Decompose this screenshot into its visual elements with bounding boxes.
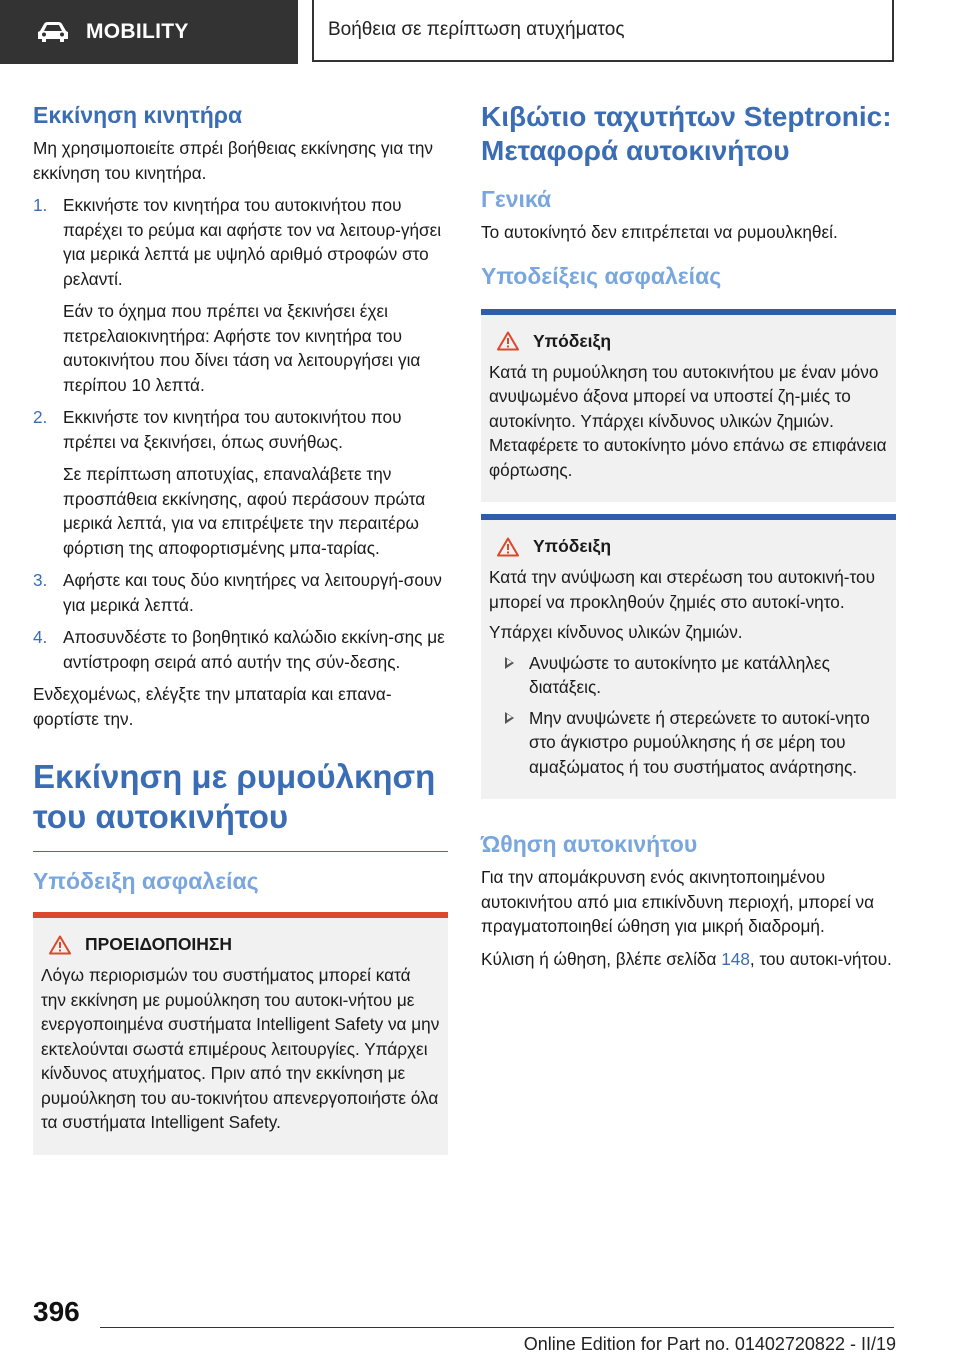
- engine-start-heading: Εκκίνηση κινητήρα: [33, 102, 243, 128]
- header-chapter-label: Βοήθεια σε περίπτωση ατυχήματος: [328, 19, 625, 40]
- warning-triangle-icon: [49, 935, 71, 955]
- header-chapter: [312, 0, 894, 62]
- note-bullets: [489, 651, 888, 780]
- push-ref-after: , του αυτοκι-νήτου.: [749, 948, 892, 969]
- car-icon: [36, 21, 70, 43]
- note-box: [481, 309, 896, 503]
- bullet-text: Μην ανυψώνετε ή στερεώνετε το αυτοκί-νητο στο άγκιστρο ρυμούλκησης ή σε μέρη του αμαξώματος ή του συστήματος ανάρτησης.: [529, 707, 870, 777]
- left-column: [33, 100, 448, 1155]
- note-label: Υπόδειξη: [533, 330, 612, 351]
- push-ref-before: Κύλιση ή ώθηση, βλέπε σελίδα: [481, 948, 722, 969]
- list-item: [33, 193, 448, 397]
- note-text: Κατά τη ρυμούλκηση του αυτοκινήτου με έναν μόνο ανυψωμένο άξονα μπορεί να υποστεί ζη-μιές το αυτοκίνητο. Υπάρχει κίνδυνος υλικών ζημιών. Μεταφέρετε το αυτοκίνητο μόνο επάνω σε επιφάνεια φόρτωσης.: [489, 361, 887, 480]
- note-label: Υπόδειξη: [533, 536, 612, 556]
- heading-divider: [33, 851, 448, 852]
- header-section-label: MOBILITY: [86, 20, 189, 43]
- push-text: Για την απομάκρυνση ενός ακινητοποιημένου αυτοκινήτου από μια επικίνδυνη περιοχή, μπορεί να πραγματοποιηθεί ώθηση για μικρή διαδρομή.: [481, 867, 875, 936]
- step-number: 2.: [33, 407, 48, 427]
- step-text: Αφήστε και τους δύο κινητήρες να λειτουργή-σουν για μερικά λεπτά.: [63, 570, 442, 615]
- step-text: Εκκινήστε τον κινητήρα του αυτοκινήτου που πρέπει να ξεκινήσει, όπως συνήθως.: [63, 407, 402, 452]
- step-note: Εάν το όχημα που πρέπει να ξεκινήσει έχει πετρελαιοκινητήρα: Αφήστε τον κινητήρα του αυτοκινήτου που δίνει τάση να λειτουργήσει για περίπου 10 λεπτά.: [63, 301, 421, 395]
- warning-triangle-icon: [497, 331, 519, 351]
- engine-start-intro: Μη χρησιμοποιείτε σπρέι βοήθειας εκκίνησης για την εκκίνηση του κινητήρα.: [33, 138, 434, 183]
- engine-start-steps: [33, 193, 448, 674]
- warning-label: ΠΡΟΕΙΔΟΠΟΙΗΣΗ: [85, 934, 233, 954]
- step-text: Εκκινήστε τον κινητήρα του αυτοκινήτου που παρέχει το ρεύμα και αφήστε τον να λειτουρ-γήσει για μερικά λεπτά με υψηλό αριθμό στροφών στο ρελαντί.: [63, 195, 442, 289]
- general-text: Το αυτοκίνητό δεν επιτρέπεται να ρυμουλκηθεί.: [481, 222, 838, 242]
- page-number: 396: [33, 1296, 80, 1327]
- list-item: [33, 568, 448, 617]
- bullet-triangle-icon: [505, 657, 514, 669]
- step-note: Σε περίπτωση αποτυχίας, επαναλάβετε την προσπάθεια εκκίνησης, αφού περάσουν πρώτα μερικά λεπτά, για να επιτρέψετε την περαιτέρω φόρτιση της αποφορτισμένης μπα-ταρίας.: [63, 464, 426, 558]
- tow-start-heading: Εκκίνηση με ρυμούλκηση του αυτοκινήτου: [33, 758, 436, 835]
- note-box: [481, 514, 896, 799]
- tow-start-safety-heading: Υπόδειξη ασφαλείας: [33, 868, 259, 894]
- page-link[interactable]: 148: [721, 948, 750, 969]
- push-reference: [481, 947, 896, 972]
- step-number: 4.: [33, 627, 48, 647]
- warning-triangle-icon: [497, 537, 519, 557]
- engine-start-outro: Ενδεχομένως, ελέγξτε την μπαταρία και επανα-φορτίστε την.: [33, 684, 392, 729]
- warning-text: Λόγω περιορισμών του συστήματος μπορεί κατά την εκκίνηση με ρυμούλκηση του αυτοκι-νήτου με ενεργοποιημένα συστήματα Intelligent Safety να μην εκτελούνται σωστά επιμέρους λειτουργίες. Υπάρχει κίνδυνος ατυχήματος. Πριν από την εκκίνηση με ρυμούλκηση του αυ-τοκινήτου απενεργοποιήστε όλα τα συστήματα Intelligent Safety.: [41, 965, 440, 1132]
- footer-edition: Online Edition for Part no. 01402720822 - II/19: [523, 1334, 896, 1354]
- general-heading: Γενικά: [481, 186, 552, 212]
- push-heading: Ώθηση αυτοκινήτου: [481, 831, 698, 857]
- list-item: [33, 625, 448, 674]
- step-number: 1.: [33, 195, 48, 215]
- step-text: Αποσυνδέστε το βοηθητικό καλώδιο εκκίνη-σης με αντίστροφη σειρά από αυτήν της σύν-δεσης.: [63, 627, 445, 672]
- list-item: [489, 706, 888, 780]
- note-text: Υπάρχει κίνδυνος υλικών ζημιών.: [489, 622, 743, 642]
- note-text: Κατά την ανύψωση και στερέωση του αυτοκινή-του μπορεί να προκληθούν ζημιές στο αυτοκί-νητο.: [489, 567, 875, 612]
- right-column: [481, 100, 896, 979]
- warning-box: [33, 912, 448, 1155]
- footer-divider: [100, 1327, 894, 1328]
- bullet-text: Ανυψώστε το αυτοκίνητο με κατάλληλες διατάξεις.: [529, 652, 830, 697]
- step-number: 3.: [33, 570, 48, 590]
- safety-notes-heading: Υποδείξεις ασφαλείας: [481, 262, 722, 289]
- steptronic-heading: Κιβώτιο ταχυτήτων Steptronic: Μεταφορά αυτοκινήτου: [481, 101, 892, 166]
- list-item: [33, 405, 448, 560]
- list-item: [489, 651, 888, 700]
- header-section-tab: [0, 0, 298, 64]
- bullet-triangle-icon: [505, 712, 514, 724]
